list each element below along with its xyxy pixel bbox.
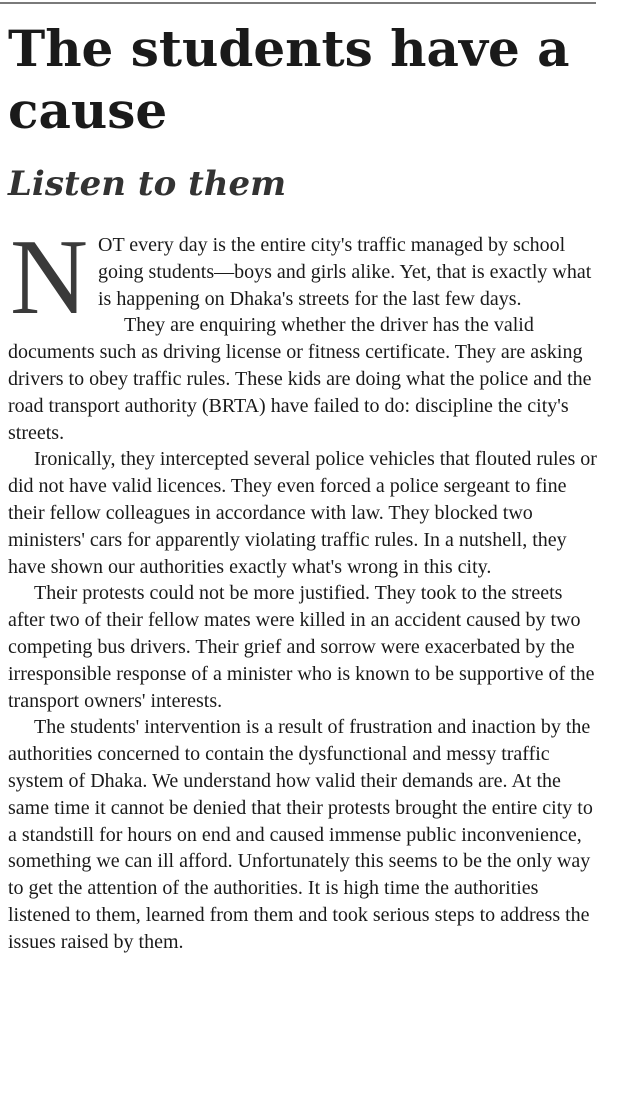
- paragraph-4: Their protests could not be more justified. They took to the streets after two of their fellow mates were killed in an accident caused by two competing bus drivers. Their grief and sorrow were exacerbated by the irresponsible response of a minister who is known to be supportive of the transport owners' interests.: [8, 582, 595, 712]
- paragraph-3: Ironically, they intercepted several police vehicles that flouted rules or did not have valid licences. They even forced a police sergeant to fine their fellow colleagues in accordance with law. They blocked two ministers' cars for apparently violating traffic rules. In a nutshell, they have shown our authorities exactly what's wrong in this city.: [8, 448, 597, 578]
- paragraph-2: They are enquiring whether the driver has the valid documents such as driving license or fitness certificate. They are asking drivers to obey traffic rules. These kids are doing what the police and the road transport authority (BRTA) have failed to do: discipline the city's streets.: [8, 314, 592, 444]
- headline: The students have a cause: [8, 19, 570, 140]
- drop-cap: N: [10, 218, 88, 337]
- paragraph-1: [8, 218, 598, 337]
- paragraph-5: The students' intervention is a result of frustration and inaction by the authorities concerned to contain the dysfunctional and messy traffic system of Dhaka. We understand how valid their demands are. At the same time it cannot be denied that their protests brought the entire city to a standstill for hours on end and caused immense public inconvenience, something we can ill afford. Unfortunately this seems to be the only way to get the attention of the authorities. It is high time the authorities listened to them, learned from them and took serious steps to address the issues raised by them.: [8, 716, 593, 953]
- subhead: Listen to them: [8, 164, 287, 204]
- paragraph-1-text: OT every day is the entire city's traffic managed by school going students—boys and girls alike. Yet, that is exactly what is happening on Dhaka's streets for the last few days.: [98, 234, 592, 310]
- top-rule: [0, 2, 596, 4]
- article-body: [8, 218, 598, 956]
